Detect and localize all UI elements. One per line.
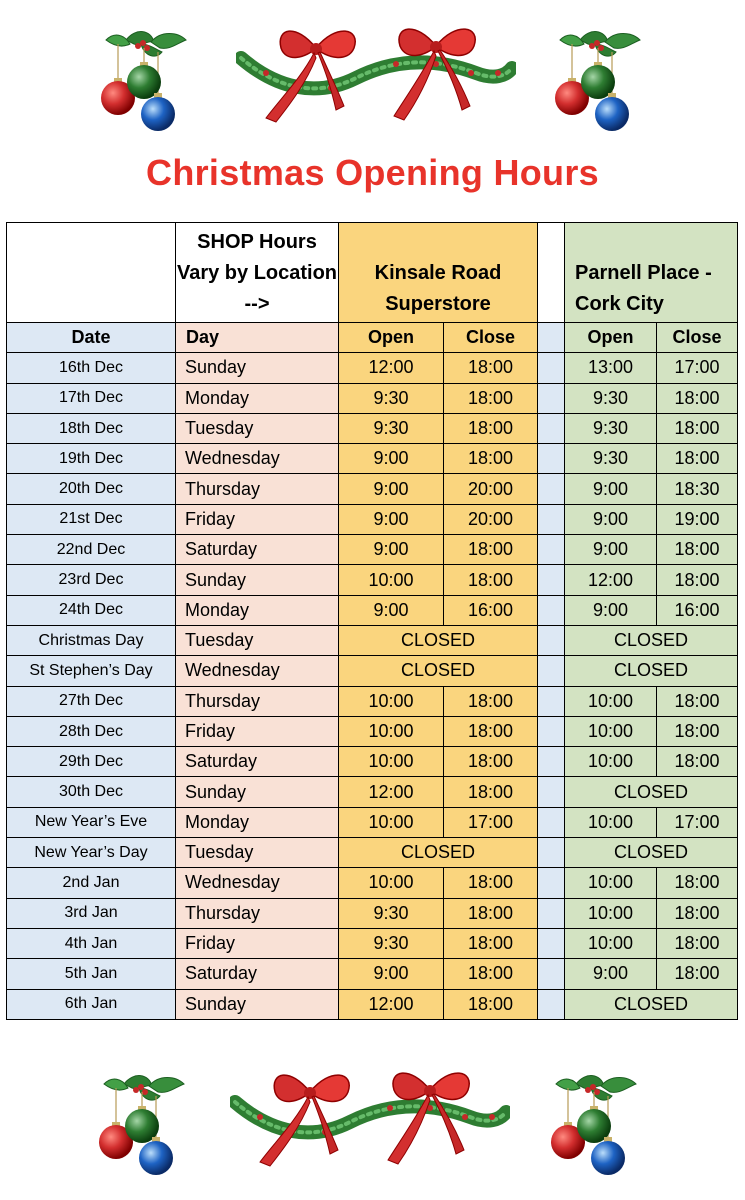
parnell-open-cell: 12:00	[565, 565, 657, 595]
table-row	[7, 383, 738, 413]
kinsale-open-cell: 9:30	[339, 383, 444, 413]
header-blank-cell	[7, 223, 176, 323]
parnell-close-cell: 18:00	[657, 686, 738, 716]
kinsale-open-cell: 10:00	[339, 868, 444, 898]
gap-cell	[538, 595, 565, 625]
kinsale-close-cell: 18:00	[444, 353, 538, 383]
table-row	[7, 777, 738, 807]
col-parnell-open: Open	[565, 323, 657, 353]
kinsale-open-cell: 10:00	[339, 807, 444, 837]
kinsale-close-cell: 20:00	[444, 474, 538, 504]
table-row	[7, 656, 738, 686]
holly-ornaments-icon	[94, 1066, 194, 1176]
table-row	[7, 686, 738, 716]
parnell-close-cell: 18:00	[657, 535, 738, 565]
parnell-close-cell: 17:00	[657, 807, 738, 837]
date-cell: 27th Dec	[7, 686, 176, 716]
parnell-closed-cell: CLOSED	[565, 838, 738, 868]
kinsale-open-cell: 9:00	[339, 474, 444, 504]
parnell-open-cell: 9:30	[565, 444, 657, 474]
date-cell: 30th Dec	[7, 777, 176, 807]
day-cell: Saturday	[176, 535, 339, 565]
date-cell: 4th Jan	[7, 928, 176, 958]
parnell-close-cell: 18:30	[657, 474, 738, 504]
date-cell: 21st Dec	[7, 504, 176, 534]
date-cell: 22nd Dec	[7, 535, 176, 565]
parnell-close-cell: 17:00	[657, 353, 738, 383]
location-kinsale-road: Kinsale Road Superstore	[339, 223, 538, 323]
date-cell: 18th Dec	[7, 413, 176, 443]
holly-ornaments-icon	[546, 1066, 646, 1176]
table-row	[7, 928, 738, 958]
col-day: Day	[176, 323, 339, 353]
gap-cell	[538, 686, 565, 716]
kinsale-open-cell: 9:00	[339, 959, 444, 989]
parnell-open-cell: 10:00	[565, 807, 657, 837]
kinsale-open-cell: 12:00	[339, 353, 444, 383]
parnell-close-cell: 18:00	[657, 383, 738, 413]
kinsale-close-cell: 18:00	[444, 716, 538, 746]
table-row	[7, 565, 738, 595]
kinsale-close-cell: 18:00	[444, 928, 538, 958]
gap-cell	[538, 565, 565, 595]
table-row	[7, 595, 738, 625]
table-row	[7, 353, 738, 383]
date-cell: 24th Dec	[7, 595, 176, 625]
parnell-open-cell: 9:30	[565, 383, 657, 413]
parnell-open-cell: 9:00	[565, 959, 657, 989]
gap-cell	[538, 838, 565, 868]
date-cell: 5th Jan	[7, 959, 176, 989]
day-cell: Wednesday	[176, 868, 339, 898]
day-cell: Monday	[176, 383, 339, 413]
parnell-open-cell: 9:00	[565, 535, 657, 565]
day-cell: Sunday	[176, 353, 339, 383]
table-row	[7, 535, 738, 565]
gap-cell	[538, 807, 565, 837]
date-cell: 2nd Jan	[7, 868, 176, 898]
col-parnell-close: Close	[657, 323, 738, 353]
kinsale-open-cell: 9:30	[339, 413, 444, 443]
kinsale-close-cell: 18:00	[444, 747, 538, 777]
parnell-close-cell: 18:00	[657, 868, 738, 898]
day-cell: Saturday	[176, 747, 339, 777]
kinsale-open-cell: 9:00	[339, 444, 444, 474]
kinsale-close-cell: 18:00	[444, 959, 538, 989]
table-row	[7, 504, 738, 534]
day-cell: Tuesday	[176, 413, 339, 443]
garland-bow-icon	[236, 18, 516, 128]
kinsale-close-cell: 20:00	[444, 504, 538, 534]
kinsale-close-cell: 18:00	[444, 413, 538, 443]
col-kinsale-open: Open	[339, 323, 444, 353]
date-cell: Christmas Day	[7, 625, 176, 655]
kinsale-closed-cell: CLOSED	[339, 838, 538, 868]
kinsale-open-cell: 12:00	[339, 989, 444, 1019]
garland-bow-icon	[230, 1062, 510, 1172]
parnell-open-cell: 10:00	[565, 747, 657, 777]
table-row	[7, 413, 738, 443]
date-cell: 6th Jan	[7, 989, 176, 1019]
col-gap	[538, 323, 565, 353]
kinsale-open-cell: 10:00	[339, 716, 444, 746]
gap-cell	[538, 625, 565, 655]
gap-cell	[538, 413, 565, 443]
day-cell: Friday	[176, 928, 339, 958]
header-gap-cell	[538, 223, 565, 323]
date-cell: 17th Dec	[7, 383, 176, 413]
parnell-close-cell: 18:00	[657, 444, 738, 474]
kinsale-close-cell: 18:00	[444, 898, 538, 928]
day-cell: Thursday	[176, 474, 339, 504]
gap-cell	[538, 747, 565, 777]
parnell-closed-cell: CLOSED	[565, 656, 738, 686]
day-cell: Sunday	[176, 989, 339, 1019]
parnell-close-cell: 18:00	[657, 413, 738, 443]
gap-cell	[538, 504, 565, 534]
parnell-open-cell: 9:00	[565, 504, 657, 534]
kinsale-close-cell: 18:00	[444, 868, 538, 898]
column-header-row	[7, 323, 738, 353]
gap-cell	[538, 989, 565, 1019]
parnell-close-cell: 18:00	[657, 959, 738, 989]
date-cell: St Stephen’s Day	[7, 656, 176, 686]
gap-cell	[538, 535, 565, 565]
parnell-close-cell: 18:00	[657, 565, 738, 595]
parnell-close-cell: 18:00	[657, 928, 738, 958]
kinsale-open-cell: 9:30	[339, 898, 444, 928]
kinsale-open-cell: 10:00	[339, 565, 444, 595]
parnell-close-cell: 18:00	[657, 898, 738, 928]
kinsale-open-cell: 10:00	[339, 747, 444, 777]
parnell-closed-cell: CLOSED	[565, 989, 738, 1019]
date-cell: 19th Dec	[7, 444, 176, 474]
table-row	[7, 625, 738, 655]
holly-ornaments-icon	[550, 22, 650, 132]
gap-cell	[538, 868, 565, 898]
kinsale-open-cell: 9:00	[339, 595, 444, 625]
kinsale-closed-cell: CLOSED	[339, 656, 538, 686]
table-row	[7, 807, 738, 837]
parnell-open-cell: 10:00	[565, 898, 657, 928]
parnell-open-cell: 10:00	[565, 868, 657, 898]
header-row	[7, 223, 738, 323]
kinsale-close-cell: 18:00	[444, 686, 538, 716]
parnell-close-cell: 18:00	[657, 747, 738, 777]
day-cell: Tuesday	[176, 625, 339, 655]
parnell-open-cell: 10:00	[565, 686, 657, 716]
day-cell: Thursday	[176, 686, 339, 716]
kinsale-open-cell: 10:00	[339, 686, 444, 716]
kinsale-close-cell: 16:00	[444, 595, 538, 625]
day-cell: Thursday	[176, 898, 339, 928]
date-cell: 29th Dec	[7, 747, 176, 777]
parnell-close-cell: 19:00	[657, 504, 738, 534]
parnell-open-cell: 9:00	[565, 474, 657, 504]
kinsale-close-cell: 18:00	[444, 777, 538, 807]
gap-cell	[538, 777, 565, 807]
holly-ornaments-icon	[96, 22, 196, 132]
table-row	[7, 838, 738, 868]
table-row	[7, 868, 738, 898]
kinsale-close-cell: 18:00	[444, 535, 538, 565]
day-cell: Sunday	[176, 777, 339, 807]
shop-hours-note: SHOP Hours Vary by Location -->	[176, 223, 339, 323]
date-cell: 20th Dec	[7, 474, 176, 504]
parnell-open-cell: 9:30	[565, 413, 657, 443]
table-row	[7, 898, 738, 928]
parnell-open-cell: 9:00	[565, 595, 657, 625]
kinsale-open-cell: 9:30	[339, 928, 444, 958]
day-cell: Friday	[176, 716, 339, 746]
page-title: Christmas Opening Hours	[146, 152, 599, 193]
gap-cell	[538, 716, 565, 746]
day-cell: Sunday	[176, 565, 339, 595]
kinsale-open-cell: 12:00	[339, 777, 444, 807]
kinsale-close-cell: 17:00	[444, 807, 538, 837]
day-cell: Wednesday	[176, 656, 339, 686]
date-cell: New Year’s Eve	[7, 807, 176, 837]
date-cell: 16th Dec	[7, 353, 176, 383]
date-cell: 3rd Jan	[7, 898, 176, 928]
gap-cell	[538, 656, 565, 686]
parnell-open-cell: 13:00	[565, 353, 657, 383]
kinsale-open-cell: 9:00	[339, 504, 444, 534]
day-cell: Tuesday	[176, 838, 339, 868]
day-cell: Wednesday	[176, 444, 339, 474]
gap-cell	[538, 928, 565, 958]
gap-cell	[538, 959, 565, 989]
col-kinsale-close: Close	[444, 323, 538, 353]
parnell-closed-cell: CLOSED	[565, 625, 738, 655]
kinsale-close-cell: 18:00	[444, 989, 538, 1019]
date-cell: 23rd Dec	[7, 565, 176, 595]
date-cell: 28th Dec	[7, 716, 176, 746]
parnell-close-cell: 16:00	[657, 595, 738, 625]
gap-cell	[538, 898, 565, 928]
gap-cell	[538, 353, 565, 383]
location-parnell-place: Parnell Place - Cork City	[565, 223, 738, 323]
col-date: Date	[7, 323, 176, 353]
kinsale-close-cell: 18:00	[444, 444, 538, 474]
day-cell: Monday	[176, 595, 339, 625]
kinsale-open-cell: 9:00	[339, 535, 444, 565]
table-row	[7, 747, 738, 777]
kinsale-close-cell: 18:00	[444, 383, 538, 413]
table-row	[7, 716, 738, 746]
day-cell: Monday	[176, 807, 339, 837]
parnell-close-cell: 18:00	[657, 716, 738, 746]
gap-cell	[538, 383, 565, 413]
kinsale-close-cell: 18:00	[444, 565, 538, 595]
day-cell: Friday	[176, 504, 339, 534]
day-cell: Saturday	[176, 959, 339, 989]
table-row	[7, 474, 738, 504]
table-row	[7, 444, 738, 474]
gap-cell	[538, 474, 565, 504]
opening-hours-table	[6, 222, 738, 1020]
date-cell: New Year’s Day	[7, 838, 176, 868]
table-row	[7, 959, 738, 989]
gap-cell	[538, 444, 565, 474]
parnell-open-cell: 10:00	[565, 928, 657, 958]
table-row	[7, 989, 738, 1019]
parnell-closed-cell: CLOSED	[565, 777, 738, 807]
parnell-open-cell: 10:00	[565, 716, 657, 746]
kinsale-closed-cell: CLOSED	[339, 625, 538, 655]
